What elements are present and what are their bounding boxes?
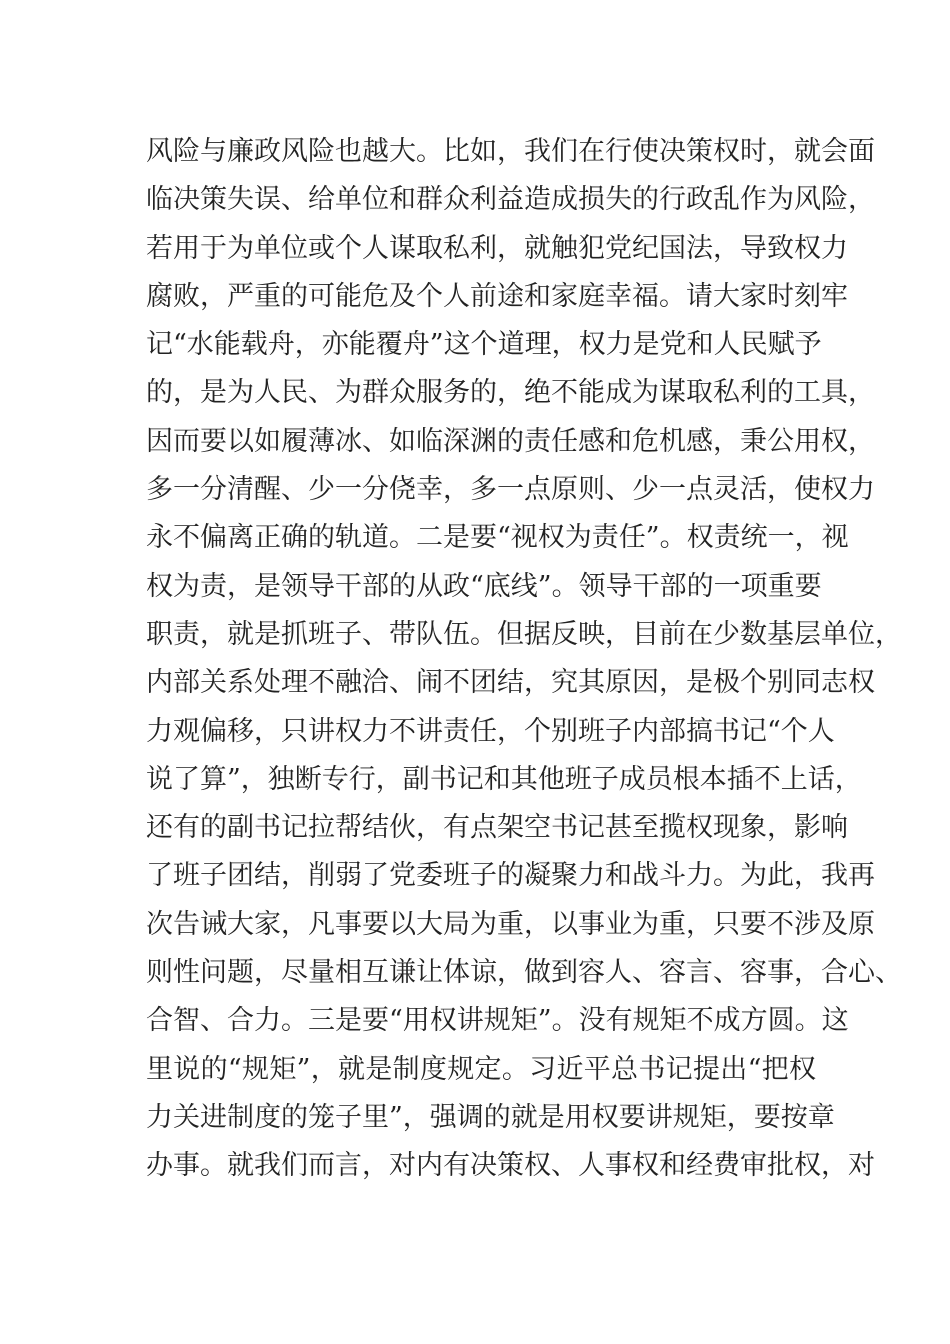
text-line: 多一分清醒、少一分侥幸，多一点原则、少一点灵活，使权力 xyxy=(146,474,875,506)
text-line: 职责，就是抓班子、带队伍。但据反映，目前在少数基层单位， xyxy=(146,618,902,650)
text-line: 风险与廉政风险也越大。比如，我们在行使决策权时，就会面 xyxy=(146,136,875,167)
text-line: 腐败，严重的可能危及个人前途和家庭幸福。请大家时刻牢 xyxy=(146,280,848,312)
text-line: 若用于为单位或个人谋取私利，就触犯党纪国法，导致权力 xyxy=(146,232,848,264)
text-line: 记“水能载舟，亦能覆舟”这个道理，权力是党和人民赋予 xyxy=(146,329,822,361)
text-line: 里说的“规矩”，就是制度规定。习近平总书记提出“把权 xyxy=(146,1053,816,1085)
text-line: 力观偏移，只讲权力不讲责任，个别班子内部搞书记“个人 xyxy=(146,715,835,747)
text-line: 内部关系处理不融洽、闹不团结，究其原因，是极个别同志权 xyxy=(146,667,875,699)
text-line: 力关进制度的笼子里”，强调的就是用权要讲规矩，要按章 xyxy=(146,1101,835,1133)
text-line: 办事。就我们而言，对内有决策权、人事权和经费审批权，对 xyxy=(146,1150,875,1182)
text-line: 临决策失误、给单位和群众利益造成损失的行政乱作为风险， xyxy=(146,184,875,216)
text-line: 了班子团结，削弱了党委班子的凝聚力和战斗力。为此，我再 xyxy=(146,860,875,892)
body-text xyxy=(146,128,902,1191)
text-line: 次告诫大家，凡事要以大局为重，以事业为重，只要不涉及原 xyxy=(146,908,875,940)
text-line: 则性问题，尽量相互谦让体谅，做到容人、容言、容事，合心、 xyxy=(146,957,902,989)
text-line: 权为责，是领导干部的从政“底线”。领导干部的一项重要 xyxy=(146,570,822,602)
text-line: 说了算”，独断专行，副书记和其他班子成员根本插不上话， xyxy=(146,763,862,795)
text-line: 因而要以如履薄冰、如临深渊的责任感和危机感，秉公用权， xyxy=(146,425,875,457)
text-line: 的，是为人民、为群众服务的，绝不能成为谋取私利的工具， xyxy=(146,377,875,409)
text-line: 还有的副书记拉帮结伙，有点架空书记甚至揽权现象，影响 xyxy=(146,812,848,844)
text-line: 合智、合力。三是要“用权讲规矩”。没有规矩不成方圆。这 xyxy=(146,1005,849,1037)
text-line: 永不偏离正确的轨道。二是要“视权为责任”。权责统一，视 xyxy=(146,522,849,554)
